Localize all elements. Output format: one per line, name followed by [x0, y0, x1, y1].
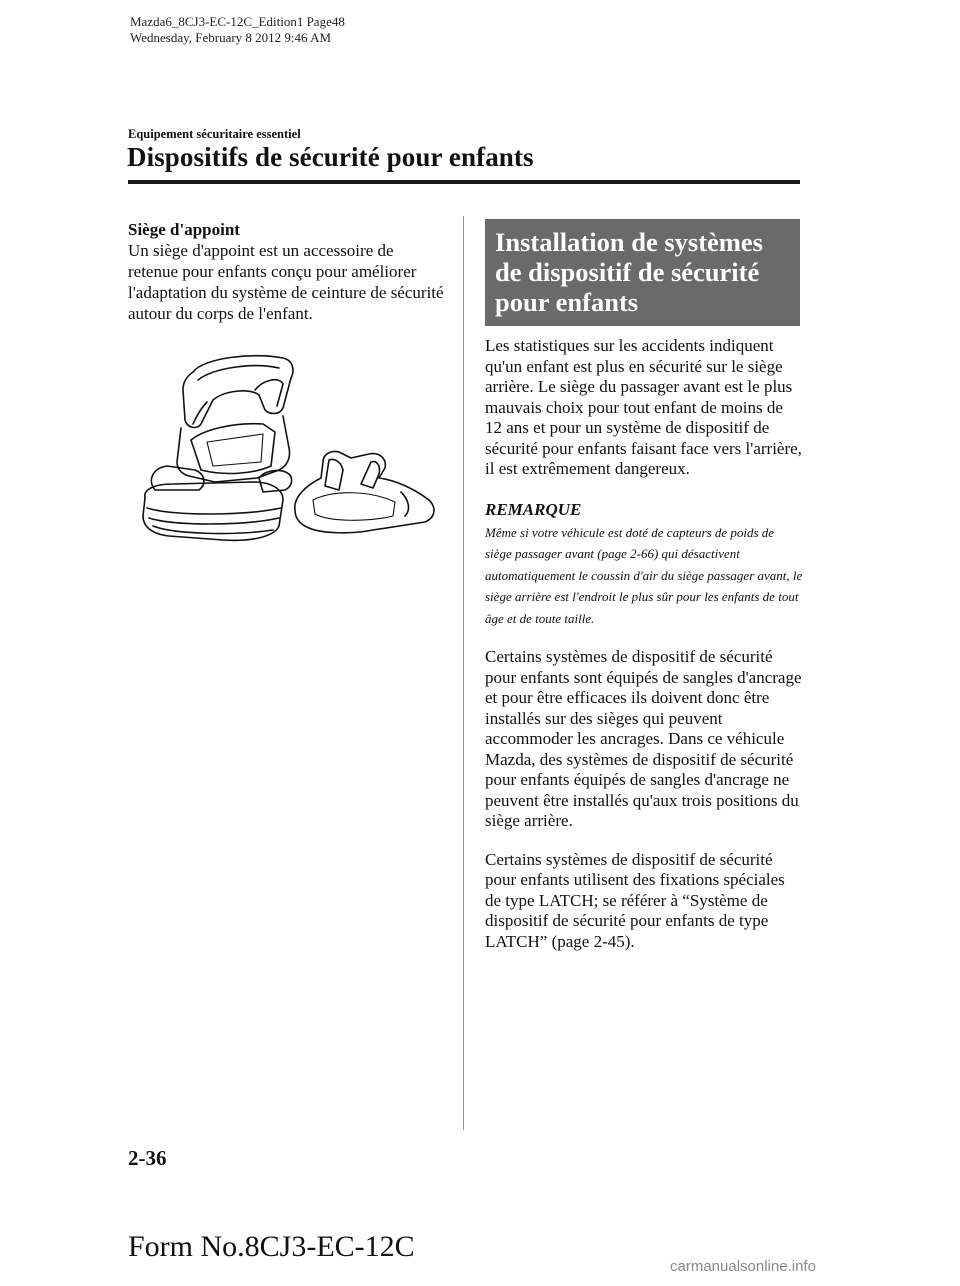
- print-header: [130, 14, 345, 46]
- print-header-line1: Mazda6_8CJ3-EC-12C_Edition1 Page48: [130, 14, 345, 29]
- left-column: [128, 219, 444, 324]
- booster-seat-and-cushion-illustration: [133, 350, 443, 550]
- page-title: Dispositifs de sécurité pour enfants: [127, 142, 534, 172]
- right-column: [485, 219, 803, 952]
- accident-statistics-paragraph: Les statistiques sur les accidents indiquent qu'un enfant est plus en sécurité sur le siège arrière. Le siège du passager avant est le plus mauvais choix pour tout enfant de moins de 12 ans et pour un système de dispositif de sécurité pour enfants faisant face vers l'arrière, il est extrêmement dangereux.: [485, 336, 802, 478]
- column-divider: [463, 216, 464, 1130]
- watermark-link[interactable]: carmanualsonline.info: [670, 1258, 816, 1275]
- section-label: Equipement sécuritaire essentiel: [128, 127, 301, 141]
- form-number: Form No.8CJ3-EC-12C: [128, 1230, 415, 1263]
- title-rule: [128, 180, 800, 184]
- print-header-line2: Wednesday, February 8 2012 9:46 AM: [130, 30, 332, 45]
- page-number: 2-36: [128, 1146, 167, 1170]
- installation-heading: Installation de systèmes de dispositif de sécurité pour enfants: [485, 219, 800, 326]
- booster-seat-paragraph: Un siège d'appoint est un accessoire de retenue pour enfants conçu pour améliorer l'adaptation du système de ceinture de sécurité autour du corps de l'enfant.: [128, 241, 444, 323]
- tether-anchor-paragraph: Certains systèmes de dispositif de sécurité pour enfants sont équipés de sangles d'ancrage et pour être efficaces ils doivent donc être installés sur des sièges qui peuvent accommoder les ancrages. Dans ce véhicule Mazda, des systèmes de dispositif de sécurité pour enfants équipés de sangles d'ancrage ne peuvent être installés qu'aux trois positions du siège arrière.: [485, 647, 802, 830]
- subheading-booster-seat: Siège d'appoint: [128, 220, 240, 239]
- latch-paragraph: Certains systèmes de dispositif de sécurité pour enfants utilisent des fixations spéciales de type LATCH; se référer à “Système de dispositif de sécurité pour enfants de type LATCH” (page 2-45).: [485, 849, 785, 951]
- remarque-text: Même si votre véhicule est doté de capteurs de poids de siège passager avant (page 2-66) qui désactivent automatiquement le coussin d'air du siège passager avant, le siège arrière est l'endroit le plus sûr pour les enfants de tout âge et de toute taille.: [485, 524, 803, 626]
- remarque-title: REMARQUE: [485, 499, 582, 519]
